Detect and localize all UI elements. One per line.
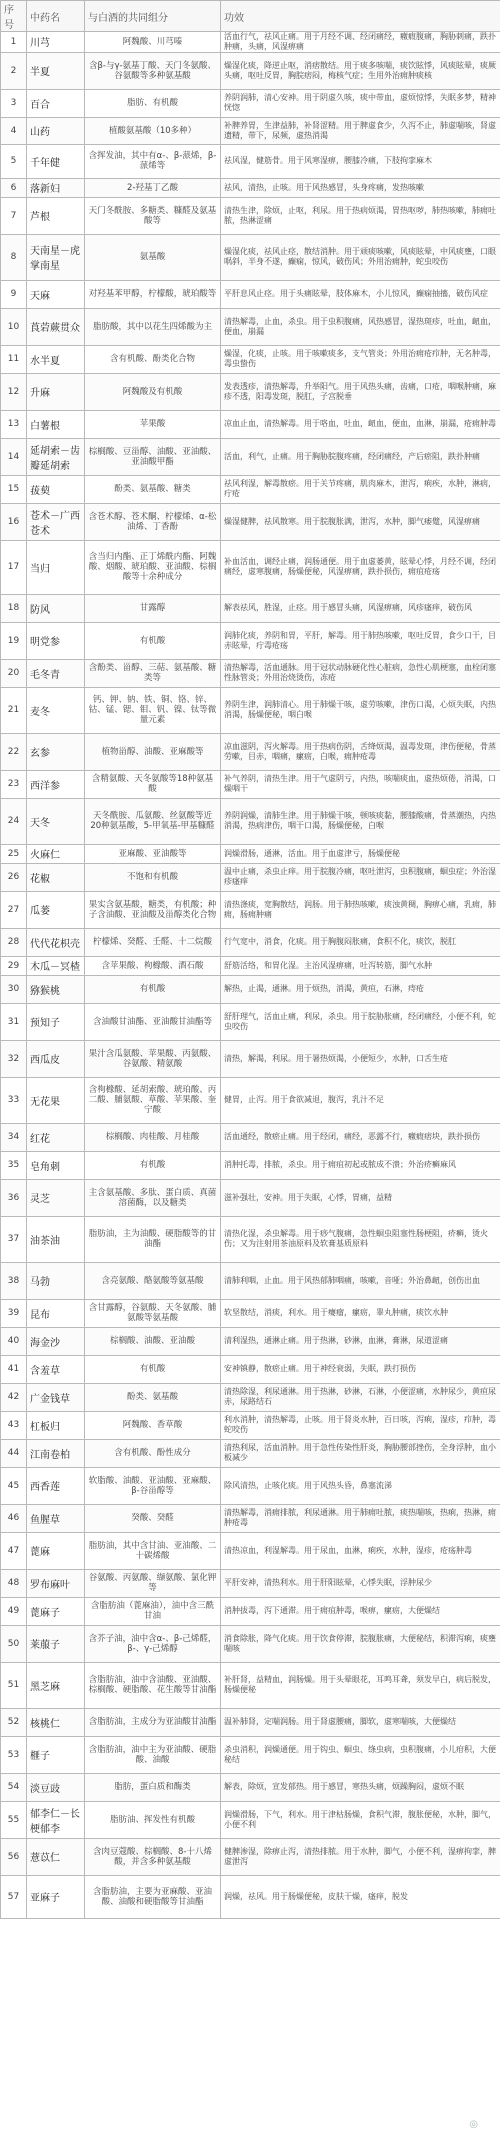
herb-name: 灵芝 xyxy=(27,1179,85,1216)
herb-name: 木瓜－冥楂 xyxy=(27,956,85,975)
table-row xyxy=(1,1355,500,1383)
efficacy-text: 健脾渗湿，除痹止泻，清热排脓。用于水肿，脚气，小便不利，湿痹拘挛，脾虚泄泻 xyxy=(221,1838,500,1875)
row-index: 11 xyxy=(1,345,27,373)
row-index: 6 xyxy=(1,178,27,197)
common-components: 棕榈酸、豆甾醇、油酸、亚油酸、亚油酸甲酯 xyxy=(85,438,221,475)
row-index: 46 xyxy=(1,1504,27,1532)
table-row xyxy=(1,540,500,594)
row-index: 45 xyxy=(1,1467,27,1504)
efficacy-text: 解表祛风，胜湿，止痉。用于感冒头痛，风湿痹痛，风疹瘙痒，破伤风 xyxy=(221,594,500,622)
herb-name: 防风 xyxy=(27,594,85,622)
herb-name: 油茶油 xyxy=(27,1216,85,1262)
efficacy-text: 清热凉血，利湿解毒。用于尿血，血淋，痢疾，水肿，湿疹，疮疡肿毒 xyxy=(221,1532,500,1569)
herb-name: 花椒 xyxy=(27,863,85,891)
row-index: 7 xyxy=(1,197,27,234)
herb-name: 火麻仁 xyxy=(27,844,85,863)
efficacy-text: 除风清热，止咳化痰。用于风热头昏，鼻塞流涕 xyxy=(221,1467,500,1504)
table-row xyxy=(1,891,500,928)
efficacy-text: 燥湿健脾，祛风散寒。用于脘腹胀满，泄泻，水肿，脚气痿躄，风湿痹痛 xyxy=(221,503,500,540)
efficacy-text: 解热，止渴，通淋。用于烦热，消渴，黄疸，石淋，痔疮 xyxy=(221,975,500,1003)
row-index: 2 xyxy=(1,52,27,89)
herb-name: 红花 xyxy=(27,1123,85,1151)
row-index: 8 xyxy=(1,234,27,280)
herb-name: 罗布麻叶 xyxy=(27,1569,85,1597)
common-components: 含有机酸、酚性成分 xyxy=(85,1439,221,1467)
common-components: 主含氨基酸、多肽、蛋白质、真菌溶菌酶，以及糖类 xyxy=(85,1179,221,1216)
herb-name: 落新妇 xyxy=(27,178,85,197)
table-row xyxy=(1,197,500,234)
table-row xyxy=(1,1077,500,1123)
efficacy-text: 养阴润肺，清心安神。用于阴虚久咳，痰中带血，虚烦惊悸，失眠多梦，精神恍惚 xyxy=(221,89,500,117)
herb-name: 天麻 xyxy=(27,280,85,308)
herb-name: 薏苡仁 xyxy=(27,1838,85,1875)
table-row xyxy=(1,733,500,770)
common-components: 含精氨酸、天冬氨酸等18种氨基酸 xyxy=(85,770,221,798)
row-index: 31 xyxy=(1,1003,27,1040)
herb-name: 预知子 xyxy=(27,1003,85,1040)
herb-name: 芦根 xyxy=(27,197,85,234)
table-row xyxy=(1,1179,500,1216)
common-components: 脂肪、有机酸 xyxy=(85,89,221,117)
efficacy-text: 养阴润燥，清肺生津。用于肺燥干咳，顿咳痰黏，腰膝酸痛，骨蒸潮热，内热消渴，热病津伤，咽干口渴，肠燥便秘，白喉 xyxy=(221,798,500,844)
herb-name: 西瓜皮 xyxy=(27,1040,85,1077)
efficacy-text: 润燥滑肠，下气，利水。用于津枯肠燥，食积气滞，腹胀便秘，水肿，脚气，小便不利 xyxy=(221,1801,500,1838)
row-index: 3 xyxy=(1,89,27,117)
table-row xyxy=(1,956,500,975)
herb-name: 猕猴桃 xyxy=(27,975,85,1003)
common-components: 钙、钾、钠、铁、铜、铬、锌、钴、锰、锶、钼、钒、镍、钛等微量元素 xyxy=(85,687,221,733)
table-row xyxy=(1,975,500,1003)
common-components: 脂肪油，主为油酸、硬脂酸等的甘油酯 xyxy=(85,1216,221,1262)
common-components: 有机酸 xyxy=(85,622,221,659)
herb-name: 马勃 xyxy=(27,1262,85,1299)
herb-name: 含羞草 xyxy=(27,1355,85,1383)
efficacy-text: 燥湿化痰，降逆止呕，消痞散结。用于痰多咳喘，痰饮眩悸，风痰眩晕，痰厥头痛，呕吐反胃，胸脘痞闷，梅核气症；生用外治痈肿痰核 xyxy=(221,52,500,89)
herb-name: 海金沙 xyxy=(27,1327,85,1355)
table-row xyxy=(1,1383,500,1411)
common-components: 含挥发油，其中有α-、β-蒎烯，β-蒎烯等 xyxy=(85,144,221,178)
efficacy-text: 利水消肿，清热解毒，止咳。用于肾炎水肿，百日咳，泻痢，湿疹，疖肿，毒蛇咬伤 xyxy=(221,1411,500,1439)
herb-name: 半夏 xyxy=(27,52,85,89)
efficacy-text: 补气养阴，清热生津。用于气虚阴亏，内热，咳喘痰血，虚热烦倦，消渴，口燥咽干 xyxy=(221,770,500,798)
table-header xyxy=(1,1,500,32)
table-body xyxy=(1,32,500,1919)
efficacy-text: 舒肝理气，活血止痛，利尿，杀虫。用于脘胁胀痛，经闭痛经，小便不利，蛇虫咬伤 xyxy=(221,1003,500,1040)
common-components: 棕榈酸、肉桂酸、月桂酸 xyxy=(85,1123,221,1151)
common-components: 含脂肪油，主要为亚麻酸、亚油酸、油酸和硬脂酸等甘油酯 xyxy=(85,1875,221,1918)
efficacy-text: 解表，除烦，宣发郁热。用于感冒，寒热头痛，烦躁胸闷，虚烦不眠 xyxy=(221,1773,500,1801)
row-index: 25 xyxy=(1,844,27,863)
row-index: 51 xyxy=(1,1662,27,1708)
common-components: 植酸氨基酸（10多种） xyxy=(85,117,221,144)
common-components: 含枸橼酸、延胡索酸、琥珀酸、丙二酸、脯氨酸、草酸、苹果酸、奎宁酸 xyxy=(85,1077,221,1123)
herb-name: 杠板归 xyxy=(27,1411,85,1439)
herb-name: 江南卷柏 xyxy=(27,1439,85,1467)
common-components: 含β-与γ-氨基丁酸、天门冬氨酸、谷氨酸等多种氨基酸 xyxy=(85,52,221,89)
efficacy-text: 平肝安神，清热利水。用于肝阳眩晕，心悸失眠，浮肿尿少 xyxy=(221,1569,500,1597)
row-index: 4 xyxy=(1,117,27,144)
row-index: 28 xyxy=(1,928,27,956)
common-components: 亚麻酸、亚油酸等 xyxy=(85,844,221,863)
efficacy-text: 祛风，清热，止咳。用于风热感冒，头身疼痛，发热咳嗽 xyxy=(221,178,500,197)
table-row xyxy=(1,503,500,540)
herb-name: 皂角刺 xyxy=(27,1151,85,1179)
herb-name: 核桃仁 xyxy=(27,1708,85,1736)
efficacy-text: 温中止痛，杀虫止痒。用于脘腹冷痛，呕吐泄泻，虫积腹痛，蛔虫症；外治湿疹瘙痒 xyxy=(221,863,500,891)
table-row xyxy=(1,410,500,438)
common-components: 有机酸 xyxy=(85,975,221,1003)
table-row xyxy=(1,1597,500,1625)
common-components: 甘露醇 xyxy=(85,594,221,622)
table-row xyxy=(1,1003,500,1040)
efficacy-text: 养阴生津，润肺清心。用于肺燥干咳，虚劳咳嗽，津伤口渴，心烦失眠，内热消渴，肠燥便秘，咽白喉 xyxy=(221,687,500,733)
header-common-components: 与白酒的共同组分 xyxy=(85,1,221,32)
table-row xyxy=(1,1262,500,1299)
herb-name: 麦冬 xyxy=(27,687,85,733)
herb-name: 天南星－虎掌南星 xyxy=(27,234,85,280)
row-index: 33 xyxy=(1,1077,27,1123)
efficacy-text: 发表透疹，清热解毒，升举阳气。用于风热头痛，齿痛，口疮，咽喉肿痛，麻疹不透，阳毒发斑，脱肛，子宫脱垂 xyxy=(221,373,500,410)
row-index: 41 xyxy=(1,1355,27,1383)
row-index: 54 xyxy=(1,1773,27,1801)
row-index: 24 xyxy=(1,798,27,844)
header-herb-name: 中药名 xyxy=(27,1,85,32)
efficacy-text: 清热生津，除烦，止呕，利尿。用于热病烦渴，胃热呕哕，肺热咳嗽，肺痈吐脓，热淋涩痛 xyxy=(221,197,500,234)
efficacy-text: 清利湿热，通淋止痛。用于热淋，砂淋，血淋，膏淋，尿道涩痛 xyxy=(221,1327,500,1355)
table-row xyxy=(1,928,500,956)
herb-name: 当归 xyxy=(27,540,85,594)
efficacy-text: 清热化湿，杀虫解毒。用于痧气腹痛，急性蛔虫阻塞性肠梗阻，疥癣，烫火伤；又为注射用茶油原料及软膏基质原料 xyxy=(221,1216,500,1262)
common-components: 有机酸 xyxy=(85,1151,221,1179)
row-index: 5 xyxy=(1,144,27,178)
efficacy-text: 健胃，止泻。用于食欲减退，腹泻，乳汁不足 xyxy=(221,1077,500,1123)
row-index: 21 xyxy=(1,687,27,733)
common-components: 果实含氨基酸，糖类，有机酸；种子含油酸、亚油酸及甾醇类化合物 xyxy=(85,891,221,928)
common-components: 含当归内酯、正丁烯酰内酯、阿魏酸、烟酸、琥珀酸、亚油酸、棕榈酸等十余种成分 xyxy=(85,540,221,594)
common-components: 软脂酸、油酸、亚油酸、亚麻酸、β-谷甾醇等 xyxy=(85,1467,221,1504)
header-index: 序号 xyxy=(1,1,27,32)
herb-name: 白薯根 xyxy=(27,410,85,438)
row-index: 57 xyxy=(1,1875,27,1918)
row-index: 39 xyxy=(1,1299,27,1327)
row-index: 13 xyxy=(1,410,27,438)
row-index: 35 xyxy=(1,1151,27,1179)
row-index: 12 xyxy=(1,373,27,410)
row-index: 20 xyxy=(1,659,27,687)
common-components: 谷氨酸、丙氨酸、缬氨酸、氯化钾等 xyxy=(85,1569,221,1597)
row-index: 43 xyxy=(1,1411,27,1439)
efficacy-text: 清热解毒，活血通脉。用于冠状动脉硬化性心脏病，急性心肌梗塞，血栓闭塞性脉管炎；外用治烧烫伤，冻疮 xyxy=(221,659,500,687)
table-row xyxy=(1,1216,500,1262)
herb-name: 千年健 xyxy=(27,144,85,178)
table-row xyxy=(1,475,500,503)
efficacy-text: 燥湿，化痰，止咳。用于咳嗽痰多，支气管炎；外用治痈疮疖肿，无名肿毒，毒虫蛰伤 xyxy=(221,345,500,373)
table-row xyxy=(1,1467,500,1504)
table-row xyxy=(1,1040,500,1077)
row-index: 16 xyxy=(1,503,27,540)
table-row xyxy=(1,373,500,410)
efficacy-text: 清热涤痰，宽胸散结，润肠。用于肺热咳嗽，痰浊黄稠，胸痹心痛，乳痈，肺痈，肠痈肿痛 xyxy=(221,891,500,928)
table-row xyxy=(1,117,500,144)
row-index: 32 xyxy=(1,1040,27,1077)
herb-name: 百合 xyxy=(27,89,85,117)
watermark-logo: ◎ xyxy=(469,2119,478,2130)
table-row xyxy=(1,32,500,53)
table-row xyxy=(1,280,500,308)
table-row xyxy=(1,89,500,117)
common-components: 含有机酸、酚类化合物 xyxy=(85,345,221,373)
efficacy-text: 清肺利咽，止血。用于风热郁肺咽痛，咳嗽，音哑；外治鼻衄，创伤出血 xyxy=(221,1262,500,1299)
common-components: 植物甾醇、油酸、亚麻酸等 xyxy=(85,733,221,770)
efficacy-text: 补肝肾，益精血，润肠燥。用于头晕眼花，耳鸣耳聋，须发早白，病后脱发，肠燥便秘 xyxy=(221,1662,500,1708)
herb-name: 天冬 xyxy=(27,798,85,844)
common-components: 柠檬烯、癸醛、壬醛、十二烷酸 xyxy=(85,928,221,956)
common-components: 酚类、氨基酸 xyxy=(85,1383,221,1411)
common-components: 含亮氨酸、酪氨酸等氨基酸 xyxy=(85,1262,221,1299)
row-index: 1 xyxy=(1,32,27,53)
herb-name: 郁李仁－长梗郁李 xyxy=(27,1801,85,1838)
table-row xyxy=(1,1569,500,1597)
common-components: 含芥子油，油中含α-、β-己烯醛，β-、γ-己烯醇 xyxy=(85,1625,221,1662)
herb-name: 昆布 xyxy=(27,1299,85,1327)
table-row xyxy=(1,1439,500,1467)
herb-name: 亚麻子 xyxy=(27,1875,85,1918)
herb-name: 莱菔子 xyxy=(27,1625,85,1662)
herb-name: 川芎 xyxy=(27,32,85,53)
table-row xyxy=(1,1327,500,1355)
common-components: 阿魏酸、川芎嗪 xyxy=(85,32,221,53)
common-components: 含脂肪油，油中含油酸、亚油酸、棕榈酸、硬脂酸、花生酸等甘油酯 xyxy=(85,1662,221,1708)
row-index: 40 xyxy=(1,1327,27,1355)
efficacy-text: 清热解毒，消痈排脓，利尿通淋。用于肺痈吐脓，痰热喘咳，热痢，热淋，痈肿疮毒 xyxy=(221,1504,500,1532)
row-index: 29 xyxy=(1,956,27,975)
table-row xyxy=(1,345,500,373)
table-row xyxy=(1,144,500,178)
row-index: 36 xyxy=(1,1179,27,1216)
efficacy-text: 消食除胀，降气化痰。用于饮食停滞，脘腹胀痛，大便秘结，积滞泻痢，痰壅喘咳 xyxy=(221,1625,500,1662)
common-components: 含脂肪油，油中主为亚油酸、硬脂酸、油酸 xyxy=(85,1736,221,1773)
row-index: 48 xyxy=(1,1569,27,1597)
common-components: 果汁含瓜氨酸、苹果酸、丙氨酸、谷氨酸、精氨酸 xyxy=(85,1040,221,1077)
table-row xyxy=(1,844,500,863)
efficacy-text: 活血通经，散瘀止痛。用于经闭，痛经，恶露不行，癥瘕痞块，跌扑损伤 xyxy=(221,1123,500,1151)
herb-name: 无花果 xyxy=(27,1077,85,1123)
row-index: 44 xyxy=(1,1439,27,1467)
table-row xyxy=(1,1411,500,1439)
row-index: 22 xyxy=(1,733,27,770)
common-components: 含苍术醇、苍术酮、柠檬烯、α-松油烯、丁香酚 xyxy=(85,503,221,540)
table-row xyxy=(1,308,500,345)
common-components: 阿魏酸及有机酸 xyxy=(85,373,221,410)
row-index: 30 xyxy=(1,975,27,1003)
efficacy-text: 软坚散结，消痰，利水。用于瘿瘤，瘰疬，睾丸肿痛，痰饮水肿 xyxy=(221,1299,500,1327)
efficacy-text: 补脾养胃，生津益肺，补肾涩精。用于脾虚食少，久泻不止，肺虚喘咳，肾虚遗精，带下，尿频，虚热消渴 xyxy=(221,117,500,144)
table-row xyxy=(1,687,500,733)
herb-name: 莨菪蕨贯众 xyxy=(27,308,85,345)
common-components: 2-羟基丁乙酸 xyxy=(85,178,221,197)
row-index: 53 xyxy=(1,1736,27,1773)
efficacy-text: 平肝息风止痉。用于头痛眩晕，肢体麻木，小儿惊风，癫痫抽搐，破伤风症 xyxy=(221,280,500,308)
efficacy-text: 杀虫消积，润燥通便。用于钩虫、蛔虫、绦虫病，虫积腹痛，小儿疳积，大便秘结 xyxy=(221,1736,500,1773)
efficacy-text: 补血活血，调经止痛，润肠通便。用于血虚萎黄，眩晕心悸，月经不调，经闭痛经，虚寒腹痛，肠燥便秘，风湿痹痛，跌扑损伤，痈疽疮疡 xyxy=(221,540,500,594)
herb-name: 蓖麻子 xyxy=(27,1597,85,1625)
table-row xyxy=(1,1532,500,1569)
row-index: 47 xyxy=(1,1532,27,1569)
efficacy-text: 清热，解渴，利尿。用于暑热烦渴，小便短少，水肿，口舌生疮 xyxy=(221,1040,500,1077)
row-index: 26 xyxy=(1,863,27,891)
herb-name: 明党参 xyxy=(27,622,85,659)
efficacy-text: 润燥，祛风。用于肠燥便秘，皮肤干燥，瘙痒，脱发 xyxy=(221,1875,500,1918)
herb-name: 代代花枳壳 xyxy=(27,928,85,956)
common-components: 天门冬酰胺、多糖类、糠醛及氨基酸等 xyxy=(85,197,221,234)
common-components: 酚类、氨基酸、糖类 xyxy=(85,475,221,503)
table-row xyxy=(1,1662,500,1708)
common-components: 含甘露醇，谷氨酸、天冬氨酸、脯氨酸等氨基酸 xyxy=(85,1299,221,1327)
efficacy-text: 活血，利气，止痛。用于胸胁脘腹疼痛，经闭痛经，产后瘀阻，跌扑肿痛 xyxy=(221,438,500,475)
efficacy-text: 安神镇静，散瘀止痛。用于神经衰弱，失眠，跌打损伤 xyxy=(221,1355,500,1383)
herb-name: 西香莲 xyxy=(27,1467,85,1504)
herb-name: 淡豆豉 xyxy=(27,1773,85,1801)
row-index: 19 xyxy=(1,622,27,659)
efficacy-text: 滋补强壮，安神。用于失眠，心悸，胃痛，益精 xyxy=(221,1179,500,1216)
table-row xyxy=(1,770,500,798)
herb-name: 西洋参 xyxy=(27,770,85,798)
row-index: 50 xyxy=(1,1625,27,1662)
row-index: 34 xyxy=(1,1123,27,1151)
common-components: 脂肪酸，其中以花生四烯酸为主 xyxy=(85,308,221,345)
row-index: 55 xyxy=(1,1801,27,1838)
table-row xyxy=(1,1801,500,1838)
row-index: 17 xyxy=(1,540,27,594)
table-row xyxy=(1,594,500,622)
header-efficacy: 功效 xyxy=(221,1,500,32)
table-row xyxy=(1,1151,500,1179)
row-index: 37 xyxy=(1,1216,27,1262)
table-row xyxy=(1,1708,500,1736)
herb-name: 鱼腥草 xyxy=(27,1504,85,1532)
efficacy-text: 凉血止血，清热解毒。用于咯血，吐血，衄血，便血，血淋，崩漏，疮痈肿毒 xyxy=(221,410,500,438)
common-components: 天冬酰胺、瓜氨酸、丝氨酸等近20种氨基酸，5-甲氧基-甲基糠醛 xyxy=(85,798,221,844)
common-components: 癸酸、癸醛 xyxy=(85,1504,221,1532)
table-row xyxy=(1,1875,500,1918)
common-components: 脂肪油，其中含甘油、亚油酸、二十碳烯酸 xyxy=(85,1532,221,1569)
row-index: 9 xyxy=(1,280,27,308)
row-index: 49 xyxy=(1,1597,27,1625)
row-index: 10 xyxy=(1,308,27,345)
common-components: 含脂肪油，主成分为亚油酸甘油酯 xyxy=(85,1708,221,1736)
table-row xyxy=(1,1625,500,1662)
herb-name: 苍术－广西苍术 xyxy=(27,503,85,540)
common-components: 棕榈酸、油酸、亚油酸 xyxy=(85,1327,221,1355)
herb-name: 升麻 xyxy=(27,373,85,410)
efficacy-text: 舒筋活络，和胃化湿。主治风湿痹痛，吐泻转筋，脚气水肿 xyxy=(221,956,500,975)
row-index: 38 xyxy=(1,1262,27,1299)
table-row xyxy=(1,1299,500,1327)
herb-name: 瓜蒌 xyxy=(27,891,85,928)
common-components: 阿魏酸、香草酸 xyxy=(85,1411,221,1439)
table-row xyxy=(1,622,500,659)
table-row xyxy=(1,438,500,475)
common-components: 对羟基苯甲醇，柠檬酸，琥珀酸等 xyxy=(85,280,221,308)
common-components: 有机酸 xyxy=(85,1355,221,1383)
row-index: 18 xyxy=(1,594,27,622)
efficacy-text: 消肿拔毒，泻下通滞。用于痈疽肿毒，喉痹，瘰疬，大便燥结 xyxy=(221,1597,500,1625)
table-row xyxy=(1,798,500,844)
efficacy-text: 燥湿化痰，祛风止痉，散结消肿。用于顽痰咳嗽，风痰眩晕，中风痰壅，口眼㖞斜，半身不遂，癫痫，惊风，破伤风；外用治痈肿，蛇虫咬伤 xyxy=(221,234,500,280)
herb-name: 玄参 xyxy=(27,733,85,770)
efficacy-text: 祛风湿，健筋骨。用于风寒湿痹，腰膝冷痛，下肢拘挛麻木 xyxy=(221,144,500,178)
herb-name: 毛冬青 xyxy=(27,659,85,687)
efficacy-text: 润肺化痰，养阴和胃，平肝，解毒。用于肺热咳嗽，呕吐反胃，食少口干，目赤眩晕，疔毒疮疡 xyxy=(221,622,500,659)
row-index: 15 xyxy=(1,475,27,503)
table-row xyxy=(1,863,500,891)
efficacy-text: 温补肺肾，定喘润肠。用于肾虚腰痛，脚软，虚寒喘咳，大便燥结 xyxy=(221,1708,500,1736)
common-components: 含酚类、甾醇、三萜、氨基酸、糖类等 xyxy=(85,659,221,687)
row-index: 27 xyxy=(1,891,27,928)
common-components: 含油酸甘油酯、亚油酸甘油酯等 xyxy=(85,1003,221,1040)
herb-name: 广金钱草 xyxy=(27,1383,85,1411)
herb-name: 蓖麻 xyxy=(27,1532,85,1569)
efficacy-text: 祛风利湿，解毒散瘀。用于关节疼痛，肌肉麻木，泄泻，痢疾，水肿，淋病，疔疮 xyxy=(221,475,500,503)
efficacy-text: 润燥滑肠，通淋，活血。用于血虚津亏，肠燥便秘 xyxy=(221,844,500,863)
herb-name: 榧子 xyxy=(27,1736,85,1773)
table-row xyxy=(1,659,500,687)
common-components: 含苹果酸、枸橼酸、酒石酸 xyxy=(85,956,221,975)
efficacy-text: 清热除湿，利尿通淋。用于热淋，砂淋，石淋，小便涩痛，水肿尿少，黄疸尿赤，尿路结石 xyxy=(221,1383,500,1411)
common-components: 苹果酸 xyxy=(85,410,221,438)
table-row xyxy=(1,1736,500,1773)
table-row xyxy=(1,234,500,280)
table-row xyxy=(1,52,500,89)
row-index: 14 xyxy=(1,438,27,475)
row-index: 52 xyxy=(1,1708,27,1736)
common-components: 含脂肪油（蓖麻油），油中含三酰甘油 xyxy=(85,1597,221,1625)
herb-name: 菝葜 xyxy=(27,475,85,503)
herb-name: 水半夏 xyxy=(27,345,85,373)
herb-name: 黑芝麻 xyxy=(27,1662,85,1708)
efficacy-text: 凉血滋阴，泻火解毒。用于热病伤阴，舌绛烦渴，温毒发斑，津伤便秘，骨蒸劳嗽，目赤，咽痛，瘰疬，白喉，痈肿疮毒 xyxy=(221,733,500,770)
table-row xyxy=(1,1838,500,1875)
efficacy-text: 活血行气，祛风止痛。用于月经不调、经闭痛经，癥瘕腹痛，胸胁刺痛，跌扑肿痛，头痛，风湿痹痛 xyxy=(221,32,500,53)
table-row xyxy=(1,1123,500,1151)
common-components: 氨基酸 xyxy=(85,234,221,280)
efficacy-text: 清热解毒，止血，杀虫。用于虫积腹痛，风热感冒，湿热斑疹，吐血，衄血，便血，崩漏 xyxy=(221,308,500,345)
herb-name: 延胡索－齿瓣延胡索 xyxy=(27,438,85,475)
table-row xyxy=(1,178,500,197)
table-row xyxy=(1,1504,500,1532)
row-index: 23 xyxy=(1,770,27,798)
common-components: 含肉豆蔻酸、棕榈酸、8-十八烯酸，并含多种氨基酸 xyxy=(85,1838,221,1875)
row-index: 42 xyxy=(1,1383,27,1411)
common-components: 脂肪，蛋白质和酶类 xyxy=(85,1773,221,1801)
table-row xyxy=(1,1773,500,1801)
common-components: 脂肪油、挥发性有机酸 xyxy=(85,1801,221,1838)
herb-name: 山药 xyxy=(27,117,85,144)
efficacy-text: 行气宽中，消食，化痰。用于胸腹闷胀痛，食积不化，痰饮，脱肛 xyxy=(221,928,500,956)
row-index: 56 xyxy=(1,1838,27,1875)
header-row xyxy=(1,1,500,32)
efficacy-text: 清热利尿，活血消肿。用于急性传染性肝炎，胸胁腰部挫伤，全身浮肿，血小板减少 xyxy=(221,1439,500,1467)
common-components: 不饱和有机酸 xyxy=(85,863,221,891)
efficacy-text: 消肿托毒，排脓，杀虫。用于痈疽初起或脓成不溃；外治疥癣麻风 xyxy=(221,1151,500,1179)
